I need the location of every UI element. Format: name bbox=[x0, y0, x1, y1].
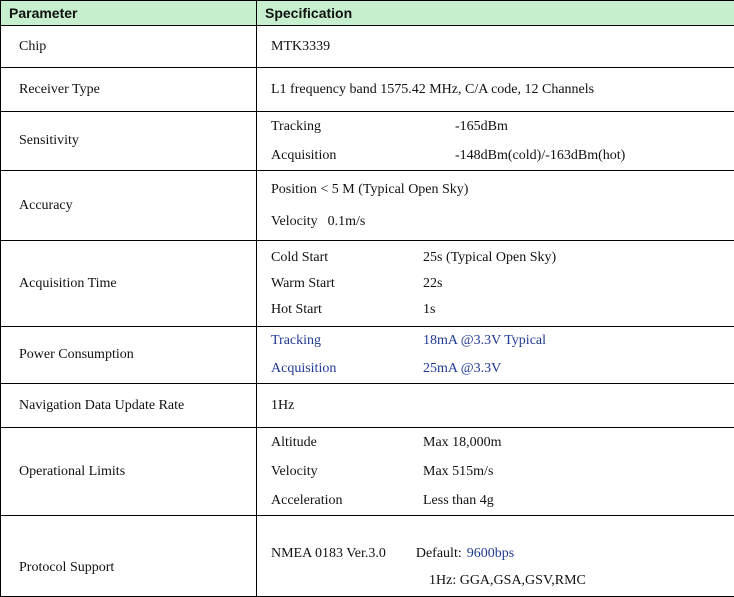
accuracy-position: Position < 5 M (Typical Open Sky) bbox=[271, 182, 468, 198]
accuracy-velocity-label: Velocity bbox=[271, 214, 318, 230]
param-operational-limits: Operational Limits bbox=[1, 428, 257, 516]
param-accuracy: Accuracy bbox=[1, 171, 257, 241]
altitude-value: Max 18,000m bbox=[423, 435, 502, 451]
warm-start-label: Warm Start bbox=[271, 276, 423, 292]
acceleration-value: Less than 4g bbox=[423, 493, 494, 509]
sensitivity-tracking-value: -165dBm bbox=[455, 119, 508, 135]
default-baud-value: 9600bps bbox=[467, 546, 514, 562]
spec-power-consumption bbox=[257, 327, 734, 384]
table-row bbox=[1, 327, 734, 384]
param-sensitivity: Sensitivity bbox=[1, 112, 257, 171]
cold-start-label: Cold Start bbox=[271, 250, 423, 266]
warm-start-value: 22s bbox=[423, 276, 442, 292]
spec-protocol-support bbox=[257, 516, 734, 597]
nmea-sentences: 1Hz: GGA,GSA,GSV,RMC bbox=[429, 573, 586, 589]
power-tracking-value: 18mA @3.3V Typical bbox=[423, 333, 546, 349]
param-chip: Chip bbox=[1, 26, 257, 68]
param-acquisition-time: Acquisition Time bbox=[1, 241, 257, 327]
table-row bbox=[1, 384, 734, 428]
spec-sensitivity bbox=[257, 112, 734, 171]
power-acquisition-value: 25mA @3.3V bbox=[423, 361, 501, 377]
spec-accuracy bbox=[257, 171, 734, 241]
param-power-consumption: Power Consumption bbox=[1, 327, 257, 384]
hot-start-value: 1s bbox=[423, 302, 435, 318]
default-baud-label: Default: bbox=[416, 546, 462, 562]
header-specification: Specification bbox=[257, 1, 734, 26]
param-nav-update-rate: Navigation Data Update Rate bbox=[1, 384, 257, 428]
spec-acquisition-time bbox=[257, 241, 734, 327]
spec-operational-limits bbox=[257, 428, 734, 516]
spec-chip: MTK3339 bbox=[257, 26, 734, 68]
power-tracking-label: Tracking bbox=[271, 333, 423, 349]
param-protocol-support bbox=[1, 516, 257, 597]
sensitivity-tracking-label: Tracking bbox=[271, 119, 455, 135]
altitude-label: Altitude bbox=[271, 435, 423, 451]
sensitivity-acquisition-value: -148dBm(cold)/-163dBm(hot) bbox=[455, 148, 625, 164]
table-row bbox=[1, 68, 734, 112]
param-receiver-type: Receiver Type bbox=[1, 68, 257, 112]
header-parameter: Parameter bbox=[1, 1, 257, 26]
spec-nav-update-rate: 1Hz bbox=[257, 384, 734, 428]
table-row bbox=[1, 112, 734, 171]
protocol-support-label: Protocol Support bbox=[19, 560, 114, 575]
acceleration-label: Acceleration bbox=[271, 493, 423, 509]
nmea-version: NMEA 0183 Ver.3.0 bbox=[271, 546, 386, 562]
spec-receiver-type: L1 frequency band 1575.42 MHz, C/A code, 12 Channels bbox=[257, 68, 734, 112]
table-row bbox=[1, 516, 734, 597]
header-row bbox=[1, 1, 734, 26]
limit-velocity-value: Max 515m/s bbox=[423, 464, 493, 480]
sensitivity-acquisition-label: Acquisition bbox=[271, 148, 455, 164]
table-row bbox=[1, 171, 734, 241]
accuracy-velocity-value: 0.1m/s bbox=[328, 214, 366, 230]
table-row bbox=[1, 241, 734, 327]
power-acquisition-label: Acquisition bbox=[271, 361, 423, 377]
table-row bbox=[1, 428, 734, 516]
limit-velocity-label: Velocity bbox=[271, 464, 423, 480]
cold-start-value: 25s (Typical Open Sky) bbox=[423, 250, 556, 266]
hot-start-label: Hot Start bbox=[271, 302, 423, 318]
table-row bbox=[1, 26, 734, 68]
